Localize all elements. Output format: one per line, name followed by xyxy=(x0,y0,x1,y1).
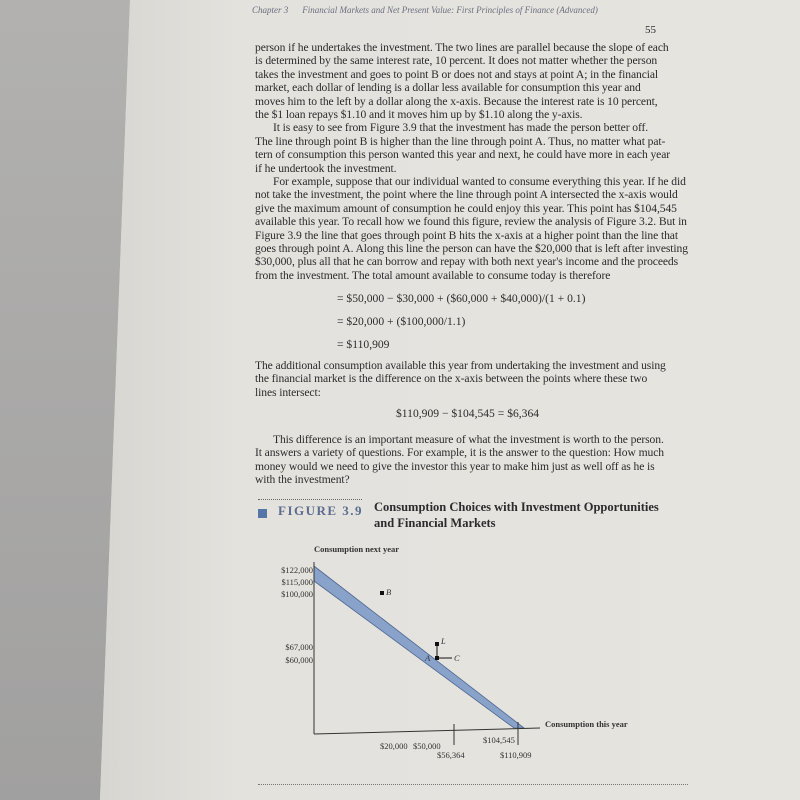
text-line: The line through point B is higher than the line through point A. Thus, no matter what pat- xyxy=(255,134,666,148)
chapter-title: Financial Markets and Net Present Value: First Principles of Finance (Advanced) xyxy=(302,5,598,15)
y-ticks xyxy=(281,565,313,665)
budget-band xyxy=(314,566,524,728)
text-line: The additional consumption available this year from undertaking the investment and using xyxy=(255,359,666,372)
bottom-divider xyxy=(258,784,688,785)
point-l xyxy=(435,642,439,646)
text-line: = $110,909 xyxy=(337,338,390,351)
text-line: = $50,000 − $30,000 + ($60,000 + $40,000)/(1 + 0.1) xyxy=(337,292,586,305)
text-line: It answers a variety of questions. For example, it is the answer to the question: How much xyxy=(255,446,664,460)
text-line: if he undertook the investment. xyxy=(255,161,397,175)
point-label: L xyxy=(441,636,446,646)
y-tick: $115,000 xyxy=(281,577,313,587)
x-axis xyxy=(314,728,540,734)
page-number: 55 xyxy=(645,24,656,36)
y-tick: $122,000 xyxy=(281,565,313,575)
text-line: available this year. To recall how we found this figure, review the analysis of Figure 3.2. But in xyxy=(255,215,687,229)
text-line: It is easy to see from Figure 3.9 that the investment has made the person better off. xyxy=(273,121,649,135)
text-line: not take the investment, the point where the line through point A intersected the x-axis would xyxy=(255,188,678,202)
text-line: person if he undertakes the investment. The two lines are parallel because the slope of each xyxy=(255,41,669,54)
text-line: $30,000, plus all that he can borrow and repay with both next year's income and the proceeds xyxy=(255,255,679,269)
text-line: money would we need to give the investor this year to make him just as well off as he is xyxy=(255,459,655,473)
text-line: with the investment? xyxy=(255,473,350,487)
x-tick: $20,000 xyxy=(380,741,408,751)
text-line: market, each dollar of lending is a dollar less available for consumption this year and xyxy=(255,81,641,95)
point-label: A xyxy=(425,653,431,663)
text-line: = $20,000 + ($100,000/1.1) xyxy=(337,315,466,328)
text-line: the financial market is the difference on the x-axis between the points where these two xyxy=(255,372,648,386)
text-line: tern of consumption this person wanted this year and next, he could have more in each year xyxy=(255,148,671,162)
text-line: the $1 loan repays $1.10 and it moves him up by $1.10 along the y-axis. xyxy=(255,108,583,121)
chapter-label: Chapter 3 xyxy=(252,5,289,15)
text-line: moves him to the left by a dollar along the x-axis. Because the interest rate is 10 percent, xyxy=(255,94,658,108)
x-tick: $110,909 xyxy=(500,750,532,760)
figure-label: FIGURE 3.9 xyxy=(278,503,364,518)
text-line: For example, suppose that our individual wanted to consume everything this year. If he did xyxy=(273,175,686,188)
text-line: takes the investment and goes to point B or does not and stays at point A; in the financial xyxy=(255,67,659,81)
y-tick: $100,000 xyxy=(281,589,313,599)
text-line: from the investment. The total amount available to consume today is therefore xyxy=(255,268,611,282)
point-b xyxy=(380,591,384,595)
point-label: B xyxy=(386,587,392,597)
x-tick: $104,545 xyxy=(483,735,515,745)
text-line: This difference is an important measure of what the investment is worth to the person. xyxy=(273,433,664,446)
text-line: lines intersect: xyxy=(255,385,321,399)
text-line: goes through point A. Along this line the person can have the $20,000 that is left after investing xyxy=(255,242,688,255)
y-tick: $60,000 xyxy=(285,655,313,665)
x-tick: $56,364 xyxy=(437,750,465,760)
point-a xyxy=(435,656,439,660)
x-axis-label: Consumption this year xyxy=(545,719,628,729)
y-tick: $67,000 xyxy=(285,642,313,652)
text-line: give the maximum amount of consumption he could enjoy this year. This point has $104,545 xyxy=(255,201,677,215)
figure-title: Consumption Choices with Investment Opportunities and Financial Markets xyxy=(374,500,659,530)
text-line: is determined by the same interest rate, 10 percent. It does not matter whether the person xyxy=(255,54,658,68)
y-axis-label: Consumption next year xyxy=(314,544,400,554)
x-tick: $50,000 xyxy=(413,741,441,751)
text-line: Figure 3.9 the line that goes through point B hits the x-axis at a higher point than the line that xyxy=(255,228,678,242)
text-line: $110,909 − $104,545 = $6,364 xyxy=(396,407,540,420)
x-ticks xyxy=(380,722,532,760)
point-label: C xyxy=(454,653,460,663)
